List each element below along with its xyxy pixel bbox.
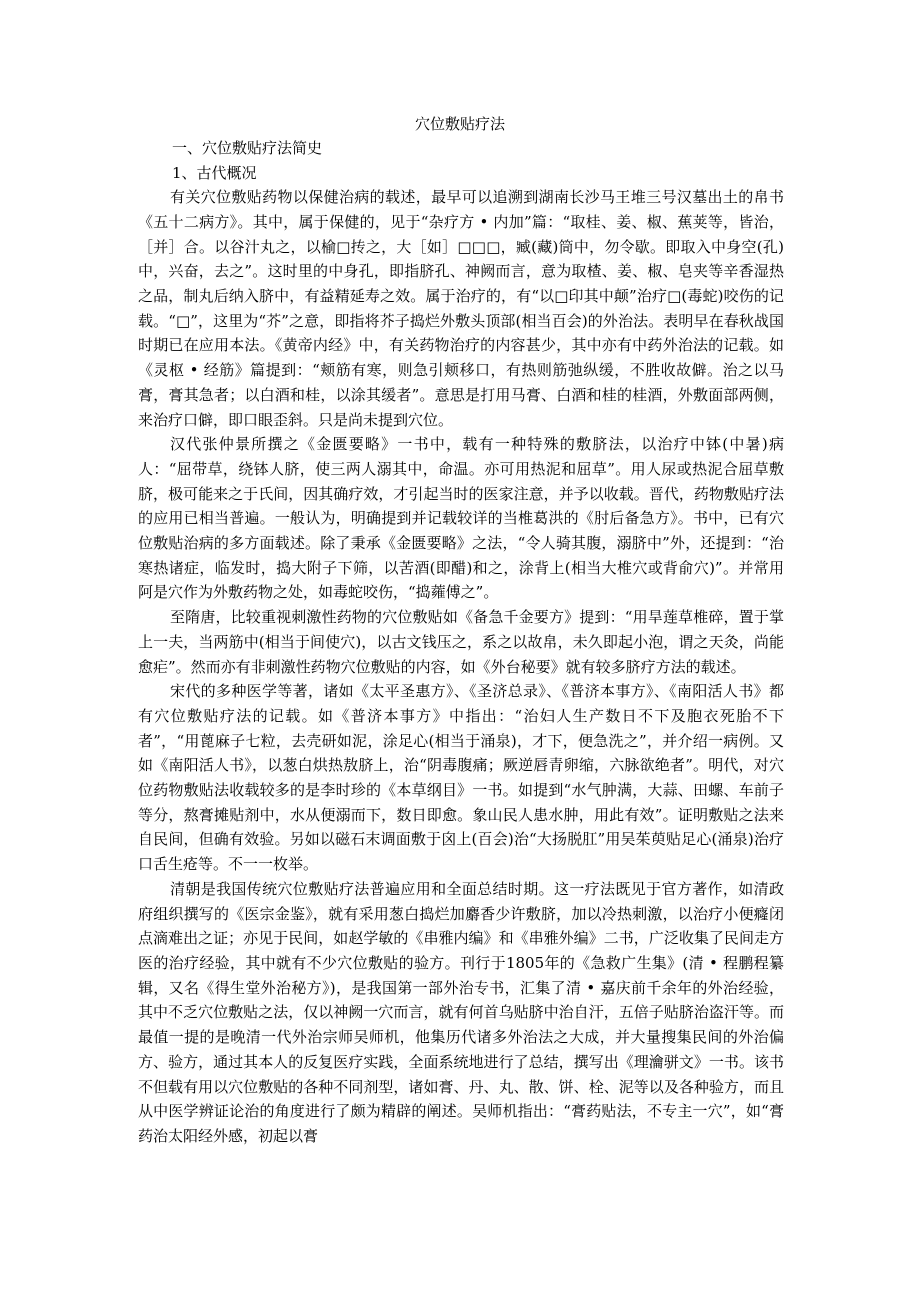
document-body xyxy=(138,136,784,1149)
paragraph-2: 汉代张仲景所撰之《金匮要略》一书中，载有一种特殊的敷脐法，以治疗中钵(中暑)病人：“屈带草，绕钵人脐，使三两人溺其中，命温。亦可用热泥和屈草”。用人尿或热泥合屈草敷脐，极可能来之于氏间，因其确疗效，才引起当时的医家注意，并予以收载。晋代，药物敷贴疗法的应用已相当普遍。一般认为，明确提到并记载较详的当椎葛洪的《肘后备急方》。书中，已有穴位敷贴治病的多方面载述。除了秉承《金匮要略》之法，“令人骑其腹，溺脐中”外，还提到：“治寒热诸症，临发时，捣大附子下筛，以苦酒(即醋)和之，涂背上(相当大椎穴或背俞穴)”。并常用阿是穴作为外敷药物之处，如毒蛇咬伤，“捣蕹傅之”。 xyxy=(138,435,784,602)
paragraph-5: 清朝是我国传统穴位敷贴疗法普遍应用和全面总结时期。这一疗法既见于官方著作，如清政府组织撰写的《医宗金鉴》，就有采用葱白捣烂加麝香少许敷脐，加以冷热刺激，以治疗小便癃闭点滴难出之证；亦见于民间，如赵学敏的《串雅内编》和《串雅外编》二书，广泛收集了民间走方医的治疗经验，其中就有不少穴位敷贴的验方。刊行于1805年的《急救广生集》(清 • 程鹏程纂辑，又名《得生堂外治秘方》)，是我国第一部外治专书，汇集了清 • 嘉庆前千余年的外治经验，其中不乏穴位敷贴之法，仅以神阙一穴而言，就有何首乌贴脐中治自汗，五倍子贴脐治盗汗等。而最值一提的是晚清一代外治宗师吴师机，他集历代诸多外治法之大成，并大量搜集民间的外治偏方、验方，通过其本人的反复医疗实践，全面系统地进行了总结，撰写出《理瀹骈文》一书。该书不但载有用以穴位敷贴的各种不同剂型，诸如膏、丹、丸、散、饼、栓、泥等以及各种验方，而且从中医学辨证论治的角度进行了颇为精辟的阐述。吴师机指出：“膏药贴法，不专主一穴”，如“膏药治太阳经外感，初起以膏 xyxy=(138,879,784,1145)
paragraph-4: 宋代的多种医学等著，诸如《太平圣惠方》、《圣济总录》、《普济本事方》、《南阳活人书》都有穴位敷贴疗法的记载。如《普济本事方》中指出：“治妇人生产数日不下及胞衣死胎不下者”，“用蓖麻子七粒，去壳研如泥，涂足心(相当于涌泉)，才下，便急洗之”，并介绍一病例。又如《南阳活人书》，以葱白烘热敖脐上，治“阴毒腹痛；厥逆唇青卵缩，六脉欲绝者”。明代，对穴位药物敷贴法收载较多的是李时珍的《本草纲目》一书。如提到“水气肿满，大蒜、田螺、车前子等分，熬膏摊贴剂中，水从便溺而下，数日即愈。象山民人患水肿，用此有效”。证明敷贴之法来自民间，但确有效验。另如以磁石末调面敷于囟上(百会)治“大扬脱肛”用吴茱萸贴足心(涌泉)治疗口舌生疮等。不一一枚举。 xyxy=(138,682,784,874)
subsection-heading: 1、古代概况 xyxy=(172,163,257,182)
paragraph-3: 至隋唐，比较重视刺激性药物的穴位敷贴如《备急千金要方》提到：“用旱莲草椎碎，置于掌上一夫，当两筋中(相当于间使穴)，以古文钱压之，系之以故帛，未久即起小泡，谓之天灸，尚能愈疟”。然而亦有非刺激性药物穴位敷贴的内容，如《外台秘要》就有较多脐疗方法的载述。 xyxy=(138,608,784,676)
paragraph-1: 有关穴位敷贴药物以保健治病的载述，最早可以追溯到湖南长沙马王堆三号汉墓出土的帛书《五十二病方》。其中，属于保健的，见于“杂疗方 • 内加”篇：“取桂、姜、椒、蕉荚等，皆治，［并］合。以谷汁丸之，以榆□抟之，大［如］□□□，臧(藏)筒中，勿令歇。即取入中身空(孔)中，兴奋，去之”。这时里的中身孔，即指脐孔、神阙而言，意为取楂、姜、椒、皂夹等辛香湿热之品，制丸后纳入脐中，有益精延寿之效。属于治疗的，有“以□印其中颠”治疗□(毒蛇)咬伤的记载。“□”，这里为“芥”之意，即指将芥子捣烂外敷头顶部(相当百会)的外治法。表明早在春秋战国时期已在应用本法。《黄帝内经》中，有关药物治疗的内容甚少，其中亦有中药外治法的记载。如《灵枢 • 经筋》篇提到：“颊筋有寒，则急引颊移口，有热则筋弛纵缓，不胜收故僻。治之以马膏，膏其急者；以白酒和桂，以涂其缓者”。意思是打用马膏、白酒和桂的桂酒，外敷面部两侧，来治疗口僻，即口眼歪斜。只是尚未提到穴位。 xyxy=(138,188,784,429)
section-heading: 一、穴位敷贴疗法简史 xyxy=(172,139,323,157)
page-title: 穴位敷贴疗法 xyxy=(414,115,505,133)
